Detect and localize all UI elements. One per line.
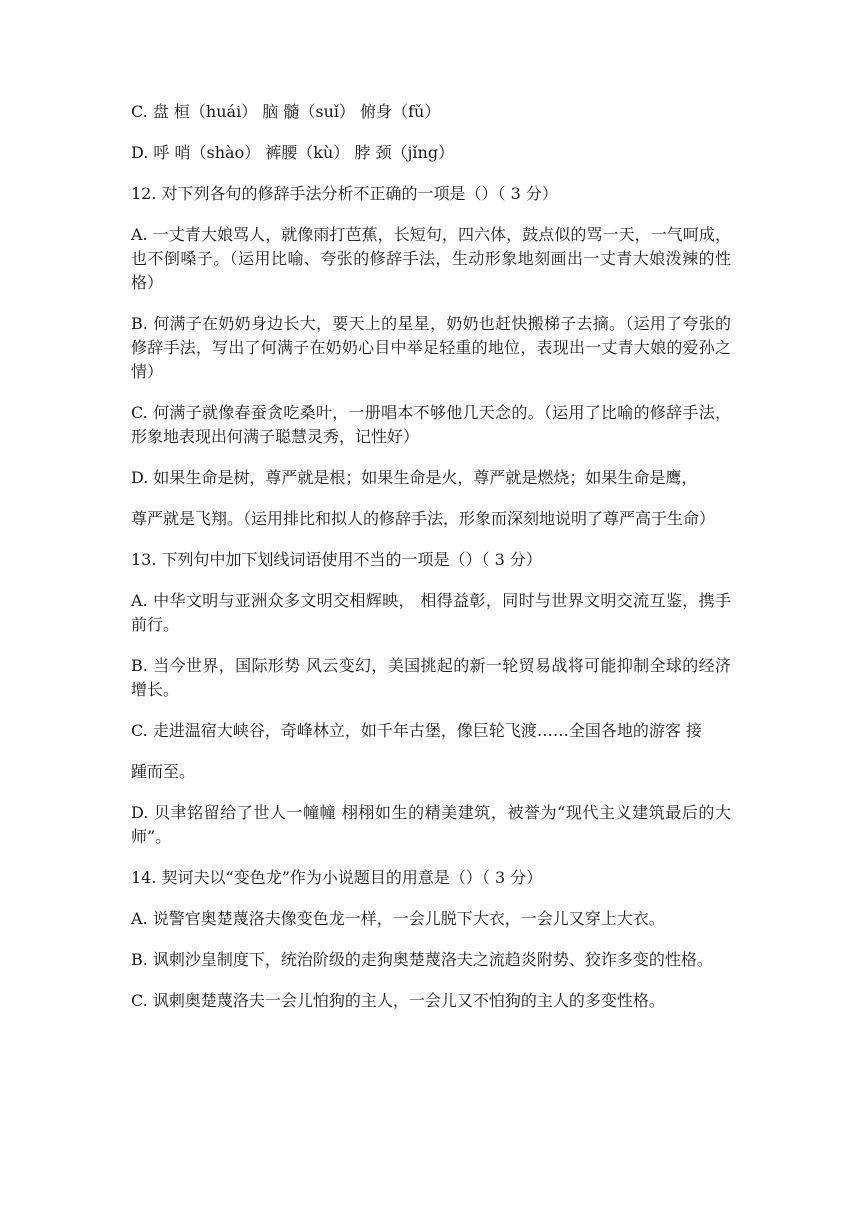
q12-stem: 12. 对下列各句的修辞手法分析不正确的一项是（）（ 3 分） — [131, 184, 558, 203]
q14-option-c: C. 讽刺奥楚蔑洛夫一会儿怕狗的主人，一会儿又不怕狗的主人的多变性格。 — [131, 991, 665, 1010]
q13-option-b: B. 当今世界，国际形势 风云变幻，美国挑起的新一轮贸易战将可能抑制全球的经济增长。 — [131, 656, 731, 699]
q12-option-b: B. 何满子在奶奶身边长大，要天上的星星，奶奶也赶快搬梯子去摘。（运用了夸张的修辞手法，写出了何满子在奶奶心目中举足轻重的地位，表现出一丈青大娘的爱孙之情） — [131, 314, 731, 381]
q14-option-a: A. 说警官奥楚蔑洛夫像变色龙一样，一会儿脱下大衣，一会儿又穿上大衣。 — [131, 909, 665, 928]
q14-option-b: B. 讽刺沙皇制度下，统治阶级的走狗奥楚蔑洛夫之流趋炎附势、狡诈多变的性格。 — [131, 950, 713, 969]
q11-option-d: D. 呼 哨（shào） 裤腰（kù） 脖 颈（jǐng） — [131, 143, 455, 162]
q12-option-a: A. 一丈青大娘骂人，就像雨打芭蕉，长短句，四六体，鼓点似的骂一天，一气呵成，也不倒嗓子。（运用比喻、夸张的修辞手法，生动形象地刻画出一丈青大娘泼辣的性格） — [131, 225, 731, 292]
q14-stem: 14. 契诃夫以“变色龙”作为小说题目的用意是（）（ 3 分） — [131, 868, 543, 887]
q12-option-d-rest: 尊严就是飞翔。（运用排比和拟人的修辞手法，形象而深刻地说明了尊严高于生命） — [131, 509, 716, 528]
q13-option-c-line2: 踵而至。 — [131, 762, 196, 781]
document-page — [131, 100, 731, 1013]
q13-stem: 13. 下列句中加下划线词语使用不当的一项是（）（ 3 分） — [131, 550, 542, 569]
q13-option-d: D. 贝聿铭留给了世人一幢幢 栩栩如生的精美建筑，被誉为“现代主义建筑最后的大师”。 — [131, 803, 731, 846]
q13-option-a: A. 中华文明与亚洲众多文明交相辉映， 相得益彰，同时与世界文明交流互鉴，携手前行。 — [131, 591, 731, 634]
q11-option-c: C. 盘 桓（huái） 脑 髓（suǐ） 俯身（fǔ） — [131, 102, 441, 121]
q13-option-c-line1: C. 走进温宿大峡谷，奇峰林立，如千年古堡，像巨轮飞渡……全国各地的游客 接 — [131, 721, 702, 740]
q12-option-c: C. 何满子就像春蚕贪吃桑叶，一册唱本不够他几天念的。（运用了比喻的修辞手法，形象地表现出何满子聪慧灵秀，记性好） — [131, 403, 731, 446]
q12-option-d-line1: D. 如果生命是树，尊严就是根；如果生命是火，尊严就是燃烧；如果生命是鹰， — [131, 468, 698, 487]
